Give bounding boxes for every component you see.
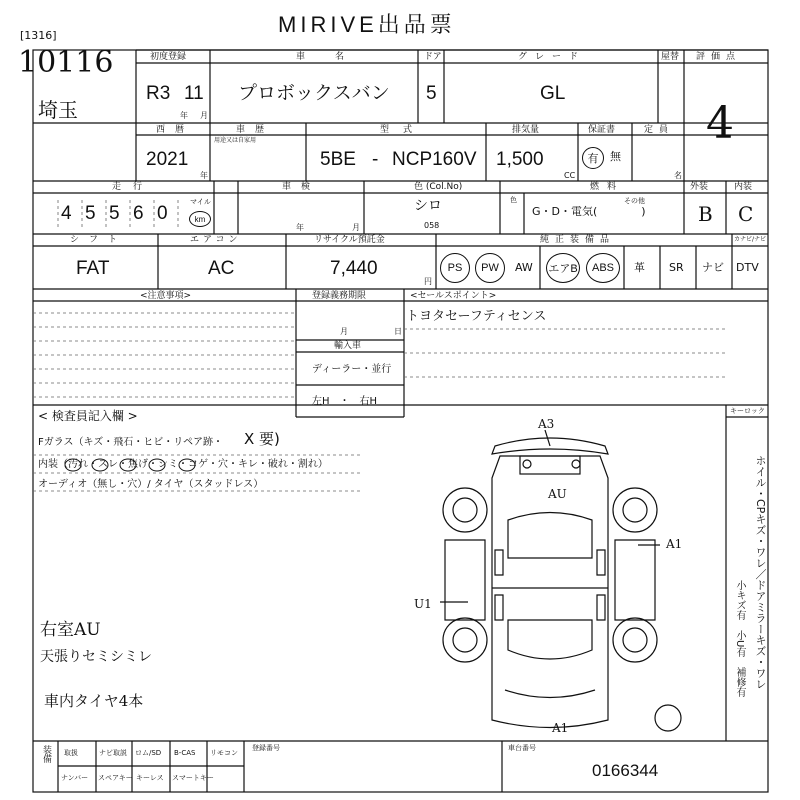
reg-deadline-header: 登録義務期限	[312, 291, 367, 301]
nen-label: 年	[180, 111, 188, 120]
mileage-digit-4: 6	[133, 203, 144, 224]
mile-label: マイル	[190, 198, 211, 206]
header-capacity: 定員	[644, 125, 675, 135]
mileage-digit-3: 5	[109, 203, 120, 224]
equip-pw: PW	[475, 253, 505, 283]
recycle-value: 7,440	[330, 258, 378, 279]
equipment-vertical-label: 装備	[41, 745, 51, 763]
equip-airbag: エアB	[546, 253, 580, 283]
color-name: シロ	[414, 198, 442, 214]
nen2-label: 年	[200, 171, 208, 180]
diagram-mark-a1-rear: A1	[552, 721, 569, 735]
diagram-mark-a1: A1	[666, 537, 683, 551]
header-warranty: 保証書	[588, 125, 616, 135]
header-color: 色 (Col.No)	[414, 182, 463, 192]
equip-navi: ナビ	[702, 261, 724, 274]
mileage-digit-5: 0	[157, 203, 168, 224]
equip-aw: AW	[515, 261, 533, 274]
bottom-cell-navi-manual: ナビ取説	[99, 749, 127, 757]
month-value: 11	[184, 83, 204, 104]
reg-no-label: 登録番号	[252, 744, 280, 752]
handwritten-note-3: 車内タイヤ4本	[44, 692, 144, 710]
interior-condition-line: 内装（汚れ・スレ・焦げ・シミ・コゲ・穴・キレ・破れ・割れ）	[38, 459, 328, 470]
model-dash: -	[372, 149, 379, 170]
header-exterior: 外装	[690, 182, 709, 192]
lot-bracket: [1316]	[20, 29, 57, 42]
bottom-cell-smart-key: スマートキー	[172, 774, 214, 782]
car-diagram	[440, 430, 681, 731]
era-value: R3	[146, 83, 171, 104]
header-doors: ドア	[424, 52, 442, 62]
header-aircon: エアコン	[190, 235, 242, 245]
bottom-cell-bcas: B-CAS	[174, 749, 196, 757]
yen-label: 円	[424, 277, 432, 286]
warranty-yes-badge: 有	[582, 147, 604, 169]
deadline-nichi: 日	[394, 327, 402, 336]
cc-label: CC	[564, 171, 576, 180]
grade-value: GL	[540, 83, 566, 104]
header-repaint: 屋替	[661, 52, 680, 62]
interior-value: C	[738, 202, 754, 226]
car-name-value: プロボックスバン	[238, 83, 390, 104]
header-mileage: 走行	[112, 182, 155, 192]
header-shaken: 車検	[282, 182, 321, 192]
color-no: 058	[424, 221, 440, 230]
side-note-2: 小キズ有 小U有 補修有	[734, 580, 745, 698]
region: 埼玉	[38, 98, 78, 122]
history-note: 用途又は自家用	[214, 137, 257, 144]
fglass-line: Fガラス（キズ・飛石・ヒビ・リペア跡・	[38, 437, 224, 448]
sales-point-header: <セールスポイント>	[410, 291, 497, 301]
header-shift: シフト	[70, 235, 128, 245]
steering-label: 左H ・ 右H	[312, 396, 378, 407]
bottom-cell-remote: リモコン	[210, 749, 238, 757]
bottom-cell-spare-key: スペアキー	[98, 774, 133, 782]
mileage-digit-1: 4	[61, 203, 72, 224]
frame-no-label: 車台番号	[508, 744, 536, 752]
header-car-name: 車名	[296, 52, 375, 62]
displacement-value: 1,500	[496, 149, 544, 170]
header-interior: 内装	[734, 182, 753, 192]
bottom-cell-rom-sd: ロム/SD	[135, 749, 162, 757]
header-score: 評価点	[696, 52, 742, 62]
color-small-label: 色	[510, 196, 517, 204]
score-value: 4	[706, 98, 734, 149]
frame-number: 0166344	[592, 761, 659, 780]
year-value: 2021	[146, 149, 189, 170]
equip-dtv: DTV	[736, 261, 759, 274]
equip-sr: SR	[669, 261, 684, 274]
audio-tire-line: オーディオ（無し・穴）/ タイヤ（スタッドレス）	[38, 479, 264, 490]
lot-number: 10116	[18, 45, 114, 80]
fuel-other-label: その他	[624, 197, 645, 205]
header-carnavi: カナビ/ナビ	[734, 236, 767, 243]
dealer-label: ディーラー・並行	[312, 364, 392, 375]
notes-header: <注意事項>	[140, 291, 192, 301]
fglass-mark: X 要)	[244, 430, 280, 448]
header-year: 西暦	[156, 125, 195, 135]
bottom-cell-handling: 取扱	[64, 749, 78, 757]
km-badge: km	[189, 211, 211, 227]
warranty-no-label: 無	[610, 150, 621, 163]
diagram-mark-au: AU	[548, 487, 567, 501]
shaken-nen: 年	[296, 223, 304, 232]
doors-value: 5	[426, 83, 437, 104]
tsuki-label: 月	[200, 111, 208, 120]
header-model: 型式	[380, 125, 427, 135]
handwritten-note-1: 右室AU	[40, 620, 101, 640]
diagram-mark-a3: A3	[538, 417, 555, 431]
aircon-value: AC	[208, 258, 235, 279]
bottom-cell-keyless: キーレス	[136, 774, 164, 782]
header-displacement: 排気量	[512, 125, 540, 135]
key-lock-label: キーロック	[730, 407, 765, 415]
header-first-reg: 初度登録	[150, 52, 187, 62]
shaken-tsuki: 月	[352, 223, 360, 232]
shift-value: FAT	[76, 258, 110, 279]
diagram-mark-u1: U1	[414, 597, 432, 611]
equip-leather: 革	[634, 261, 645, 274]
mei-label: 名	[674, 171, 682, 180]
header-equipment: 純正装備品	[540, 235, 616, 245]
exterior-value: B	[698, 202, 713, 226]
header-fuel: 燃料	[590, 182, 625, 192]
fuel-value: G・D・電気( )	[532, 205, 646, 218]
mileage-digit-2: 5	[85, 203, 96, 224]
bottom-cell-number: ナンバー	[61, 774, 89, 782]
sales-point-value: トヨタセーフティセンス	[406, 309, 547, 324]
handwritten-note-2: 天張りセミシミレ	[40, 649, 152, 665]
header-history: 車歴	[236, 125, 275, 135]
side-note: ホイル・CPキズ・ワレ／ドアミラーキズ・ワレ	[754, 455, 767, 690]
header-recycle: リサイクル預託金	[314, 235, 385, 245]
equip-abs: ABS	[586, 253, 620, 283]
form-title: MIRIVE出品票	[278, 12, 456, 37]
model-code: NCP160V	[392, 149, 477, 170]
equip-ps: PS	[440, 253, 470, 283]
model-prefix: 5BE	[320, 149, 356, 170]
import-header: 輸入車	[334, 341, 362, 351]
header-grade: グレード	[518, 52, 587, 62]
deadline-tsuki: 月	[340, 327, 348, 336]
inspector-header: < 検査員記入欄 >	[38, 409, 138, 423]
